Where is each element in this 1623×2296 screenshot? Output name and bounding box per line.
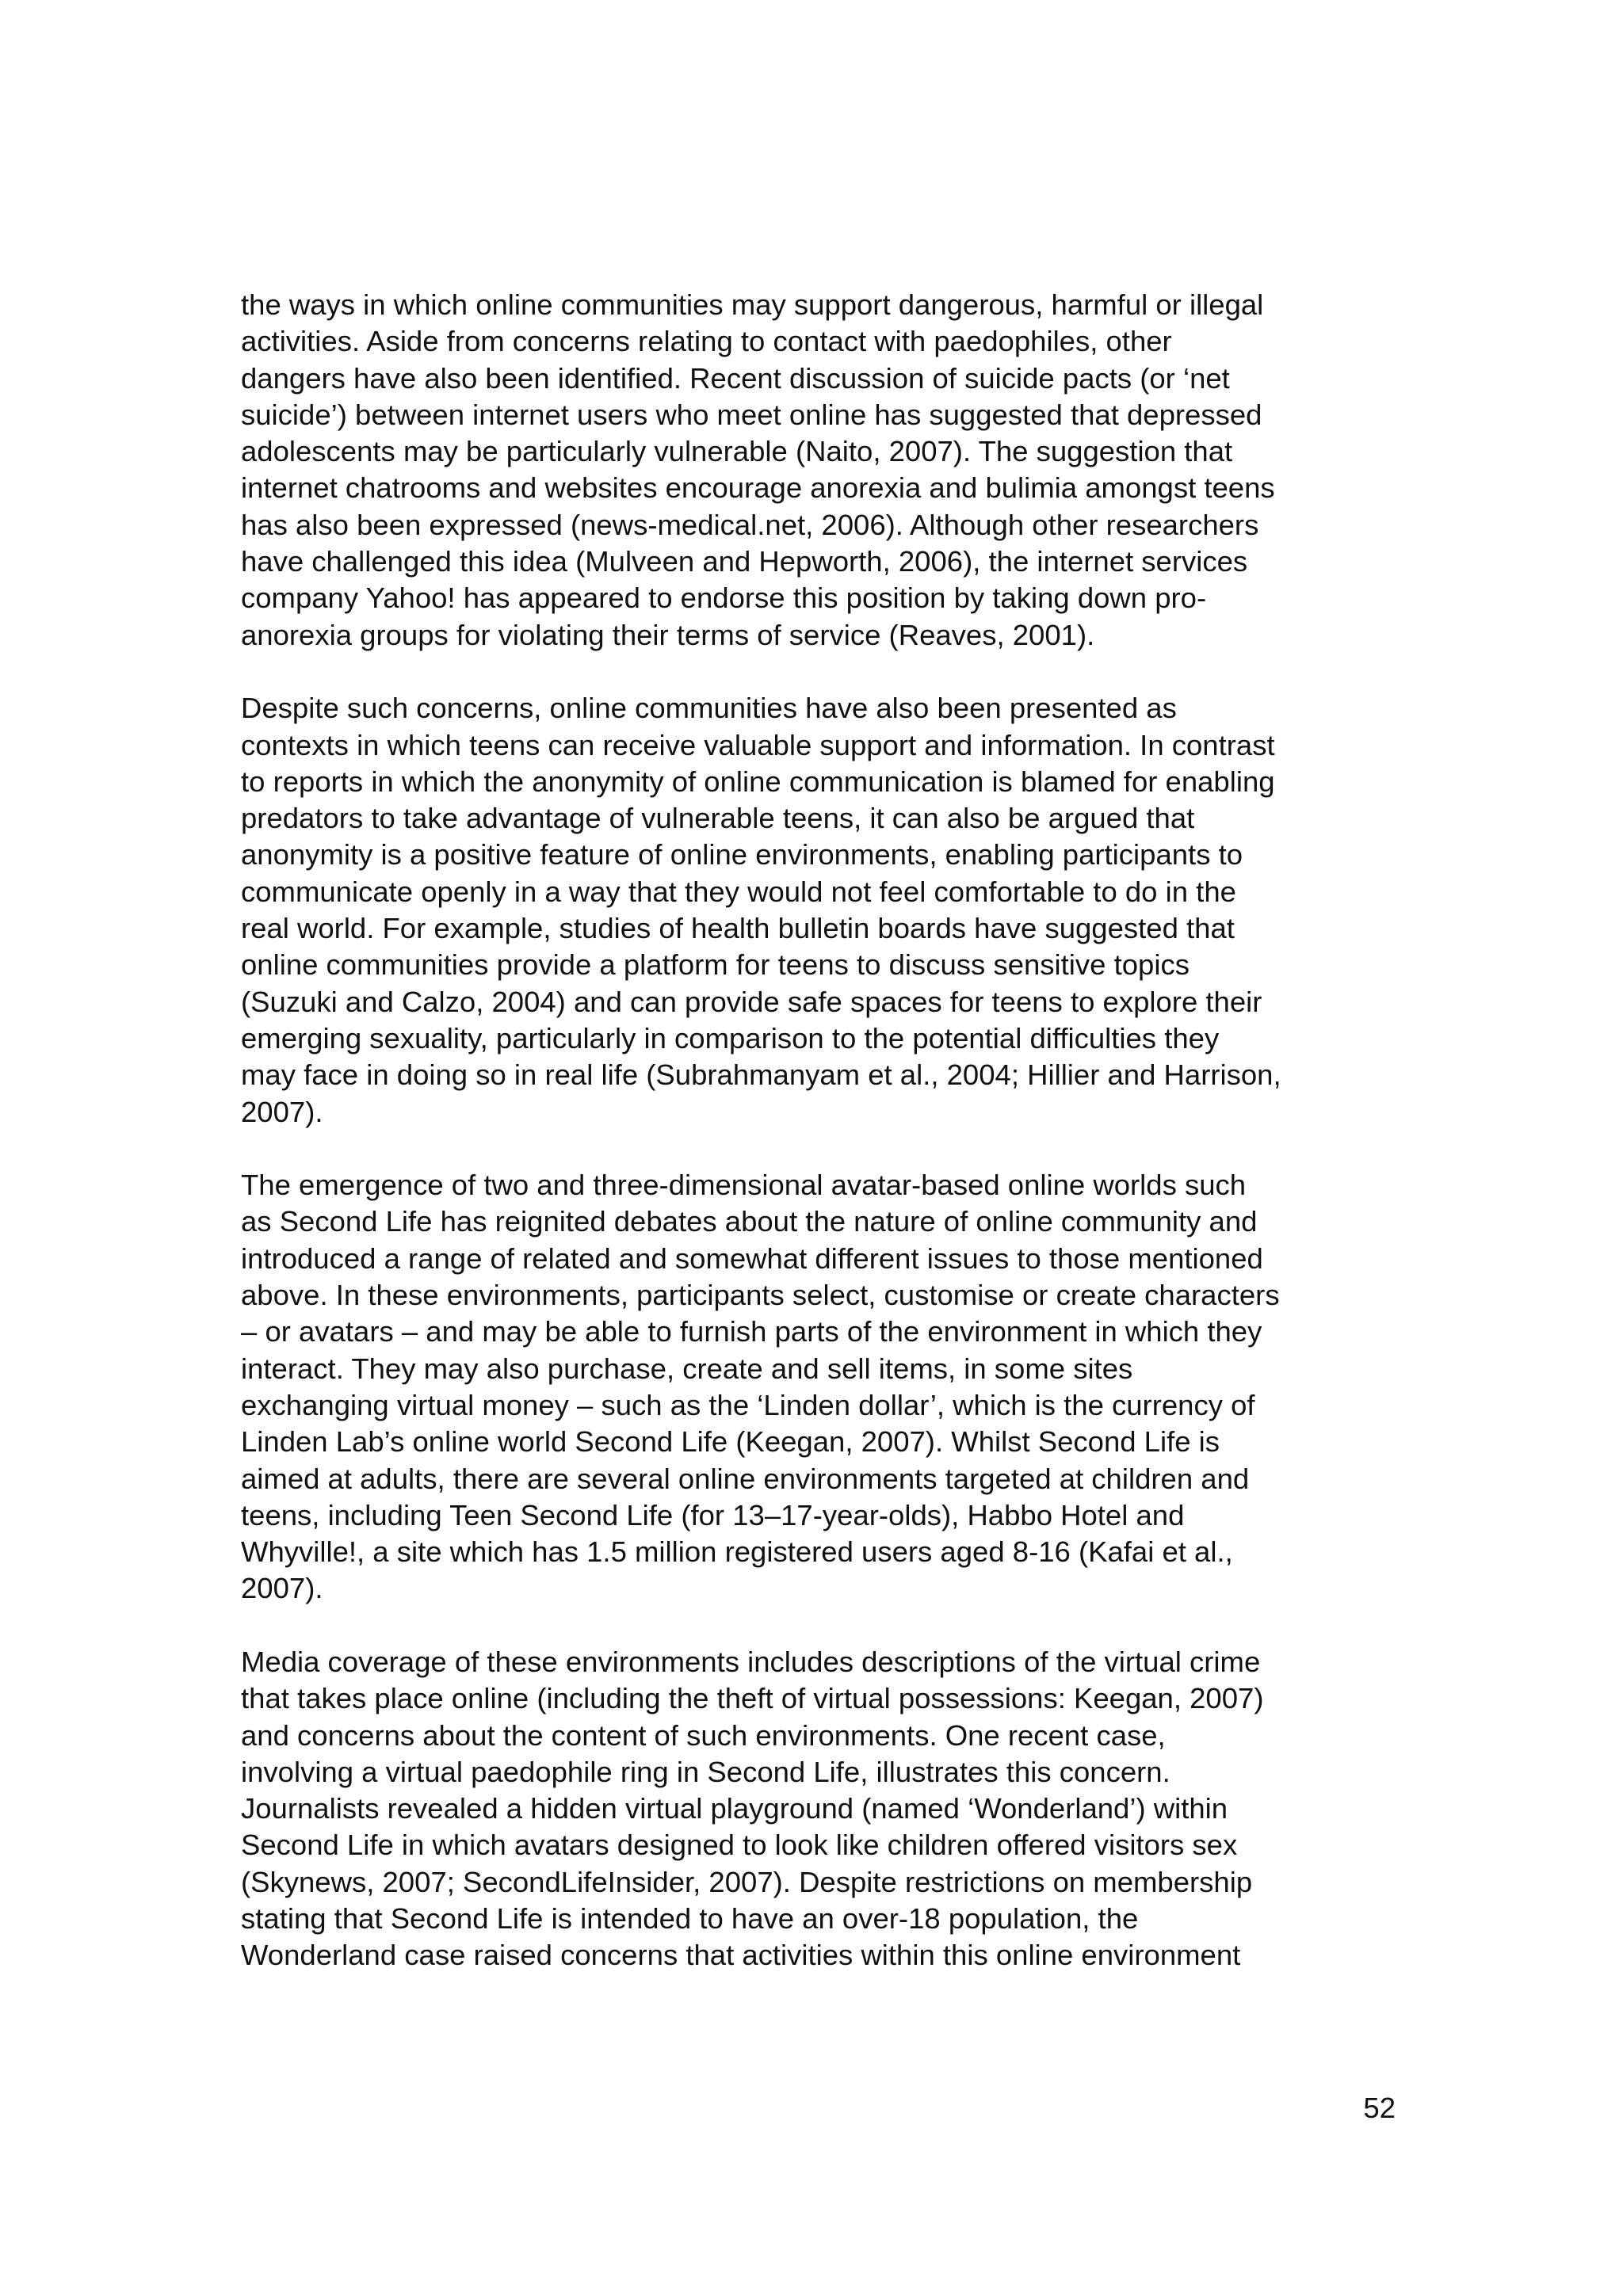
- text-line: Wonderland case raised concerns that activities within this online environment: [241, 1939, 1241, 1972]
- text-line: to reports in which the anonymity of online communication is blamed for enabling: [241, 765, 1275, 798]
- text-line: above. In these environments, participants select, customise or create characters: [241, 1279, 1280, 1312]
- paragraph-2: [241, 690, 1398, 1131]
- text-line: suicide’) between internet users who meet online has suggested that depressed: [241, 398, 1262, 431]
- text-line: internet chatrooms and websites encourage anorexia and bulimia amongst teens: [241, 471, 1275, 505]
- text-line: Linden Lab’s online world Second Life (Keegan, 2007). Whilst Second Life is: [241, 1425, 1220, 1459]
- text-line: teens, including Teen Second Life (for 13–17-year-olds), Habbo Hotel and: [241, 1498, 1185, 1531]
- paragraph-3: [241, 1167, 1398, 1608]
- text-line: dangers have also been identified. Recent discussion of suicide pacts (or ‘net: [241, 361, 1230, 395]
- text-line: anorexia groups for violating their terms of service (Reaves, 2001).: [241, 618, 1095, 651]
- text-line: the ways in which online communities may support dangerous, harmful or illegal: [241, 288, 1264, 321]
- text-line: stating that Second Life is intended to have an over-18 population, the: [241, 1902, 1139, 1936]
- text-line: communicate openly in a way that they would not feel comfortable to do in the: [241, 875, 1236, 908]
- text-line: Despite such concerns, online communities have also been presented as: [241, 692, 1177, 725]
- text-line: have challenged this idea (Mulveen and Hepworth, 2006), the internet services: [241, 545, 1248, 578]
- text-line: company Yahoo! has appeared to endorse this position by taking down pro-: [241, 582, 1207, 615]
- text-line: introduced a range of related and somewhat different issues to those mentioned: [241, 1241, 1263, 1275]
- text-line: Journalists revealed a hidden virtual playground (named ‘Wonderland’) within: [241, 1792, 1228, 1825]
- text-line: The emergence of two and three-dimensional avatar-based online worlds such: [241, 1169, 1247, 1202]
- page-number: 52: [1363, 2092, 1396, 2124]
- text-line: and concerns about the content of such environments. One recent case,: [241, 1718, 1166, 1752]
- text-line: interact. They may also purchase, create and sell items, in some sites: [241, 1352, 1133, 1385]
- paragraph-4: [241, 1644, 1398, 1974]
- text-line: (Suzuki and Calzo, 2004) and can provide safe spaces for teens to explore their: [241, 985, 1262, 1018]
- text-line: – or avatars – and may be able to furnish parts of the environment in which they: [241, 1315, 1262, 1348]
- text-line: that takes place online (including the theft of virtual possessions: Keegan, 2007): [241, 1682, 1264, 1715]
- text-line: real world. For example, studies of health bulletin boards have suggested that: [241, 912, 1235, 945]
- text-line: adolescents may be particularly vulnerable (Naito, 2007). The suggestion that: [241, 435, 1233, 468]
- text-line: predators to take advantage of vulnerable teens, it can also be argued that: [241, 802, 1195, 835]
- paragraph-1: [241, 287, 1398, 654]
- text-line: as Second Life has reignited debates about the nature of online community and: [241, 1205, 1258, 1238]
- text-line: 2007).: [241, 1572, 323, 1605]
- text-line: online communities provide a platform for teens to discuss sensitive topics: [241, 948, 1190, 982]
- text-line: anonymity is a positive feature of online environments, enabling participants to: [241, 838, 1243, 871]
- text-line: Media coverage of these environments includes descriptions of the virtual crime: [241, 1645, 1261, 1678]
- text-line: involving a virtual paedophile ring in Second Life, illustrates this concern.: [241, 1755, 1170, 1788]
- text-line: activities. Aside from concerns relating to contact with paedophiles, other: [241, 325, 1172, 358]
- text-line: Whyville!, a site which has 1.5 million registered users aged 8-16 (Kafai et al.,: [241, 1535, 1233, 1569]
- body-text: [241, 287, 1398, 2011]
- text-line: Second Life in which avatars designed to look like children offered visitors sex: [241, 1829, 1238, 1862]
- text-line: has also been expressed (news-medical.net, 2006). Although other researchers: [241, 508, 1259, 541]
- text-line: exchanging virtual money – such as the ‘Linden dollar’, which is the currency of: [241, 1388, 1255, 1421]
- text-line: emerging sexuality, particularly in comparison to the potential difficulties they: [241, 1021, 1220, 1055]
- text-line: aimed at adults, there are several online environments targeted at children and: [241, 1462, 1250, 1495]
- text-line: contexts in which teens can receive valuable support and information. In contrast: [241, 728, 1275, 761]
- text-line: 2007).: [241, 1095, 323, 1128]
- text-line: (Skynews, 2007; SecondLifeInsider, 2007). Despite restrictions on membership: [241, 1865, 1253, 1898]
- text-line: may face in doing so in real life (Subrahmanyam et al., 2004; Hillier and Harrison,: [241, 1058, 1281, 1092]
